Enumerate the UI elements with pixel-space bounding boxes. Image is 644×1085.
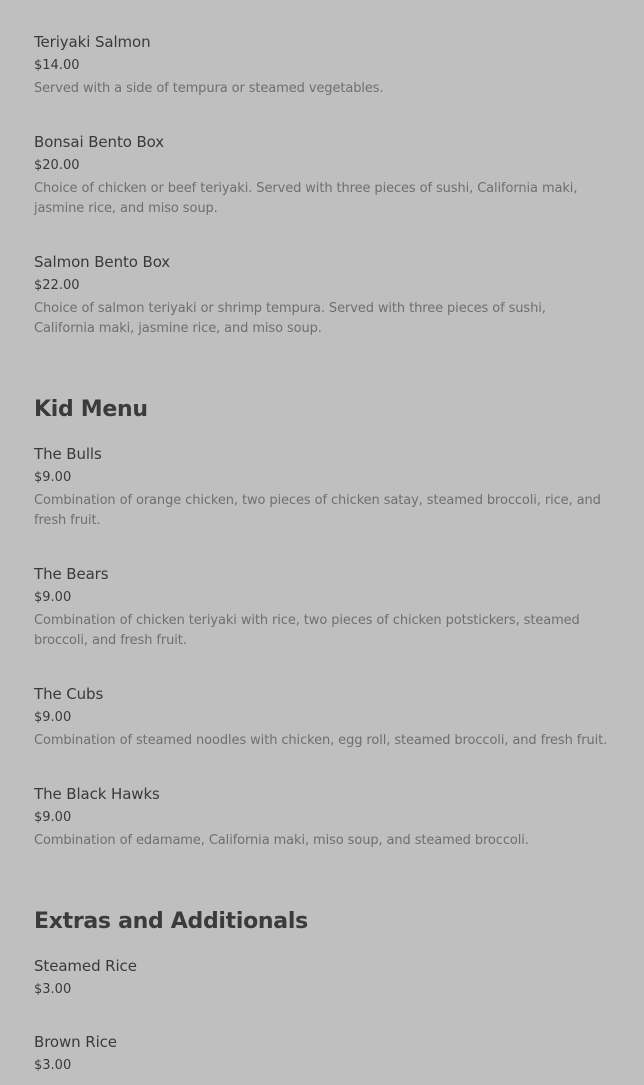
item-price: $9.00 bbox=[34, 470, 72, 485]
item-name: The Cubs bbox=[34, 685, 104, 703]
item-description: Choice of chicken or beef teriyaki. Served with three pieces of sushi, California maki, jasmine rice, and miso soup. bbox=[34, 181, 578, 216]
menu-item[interactable] bbox=[34, 784, 610, 851]
item-name: Teriyaki Salmon bbox=[34, 33, 151, 51]
menu-item[interactable] bbox=[34, 564, 610, 651]
item-price: $9.00 bbox=[34, 710, 72, 725]
item-price: $9.00 bbox=[34, 590, 72, 605]
item-name: Salmon Bento Box bbox=[34, 253, 171, 271]
menu-item[interactable] bbox=[34, 1032, 610, 1075]
item-price: $9.00 bbox=[34, 810, 72, 825]
item-description: Choice of salmon teriyaki or shrimp tempura. Served with three pieces of sushi, California maki, jasmine rice, and miso soup. bbox=[34, 301, 546, 336]
item-name: The Black Hawks bbox=[34, 785, 160, 803]
item-name: Brown Rice bbox=[34, 1033, 117, 1051]
section-title: Extras and Additionals bbox=[34, 909, 308, 934]
item-price: $3.00 bbox=[34, 1058, 72, 1073]
item-name: Steamed Rice bbox=[34, 957, 137, 975]
menu-item[interactable] bbox=[34, 132, 610, 219]
section-title: Kid Menu bbox=[34, 397, 148, 422]
item-name: The Bears bbox=[34, 565, 109, 583]
item-price: $22.00 bbox=[34, 278, 80, 293]
item-price: $20.00 bbox=[34, 158, 80, 173]
menu-item[interactable] bbox=[34, 684, 610, 751]
menu-item[interactable] bbox=[34, 252, 610, 339]
item-description: Served with a side of tempura or steamed vegetables. bbox=[34, 81, 384, 96]
item-description: Combination of edamame, California maki, miso soup, and steamed broccoli. bbox=[34, 833, 529, 848]
item-description: Combination of steamed noodles with chicken, egg roll, steamed broccoli, and fresh fruit. bbox=[34, 733, 608, 748]
menu-item[interactable] bbox=[34, 32, 610, 99]
item-name: The Bulls bbox=[34, 445, 102, 463]
item-description: Combination of chicken teriyaki with rice, two pieces of chicken potstickers, steamed broccoli, and fresh fruit. bbox=[34, 613, 580, 648]
menu-item[interactable] bbox=[34, 956, 610, 999]
menu-item[interactable] bbox=[34, 444, 610, 531]
item-price: $14.00 bbox=[34, 58, 80, 73]
item-price: $3.00 bbox=[34, 982, 72, 997]
item-name: Bonsai Bento Box bbox=[34, 133, 165, 151]
item-description: Combination of orange chicken, two pieces of chicken satay, steamed broccoli, rice, and fresh fruit. bbox=[34, 493, 601, 528]
